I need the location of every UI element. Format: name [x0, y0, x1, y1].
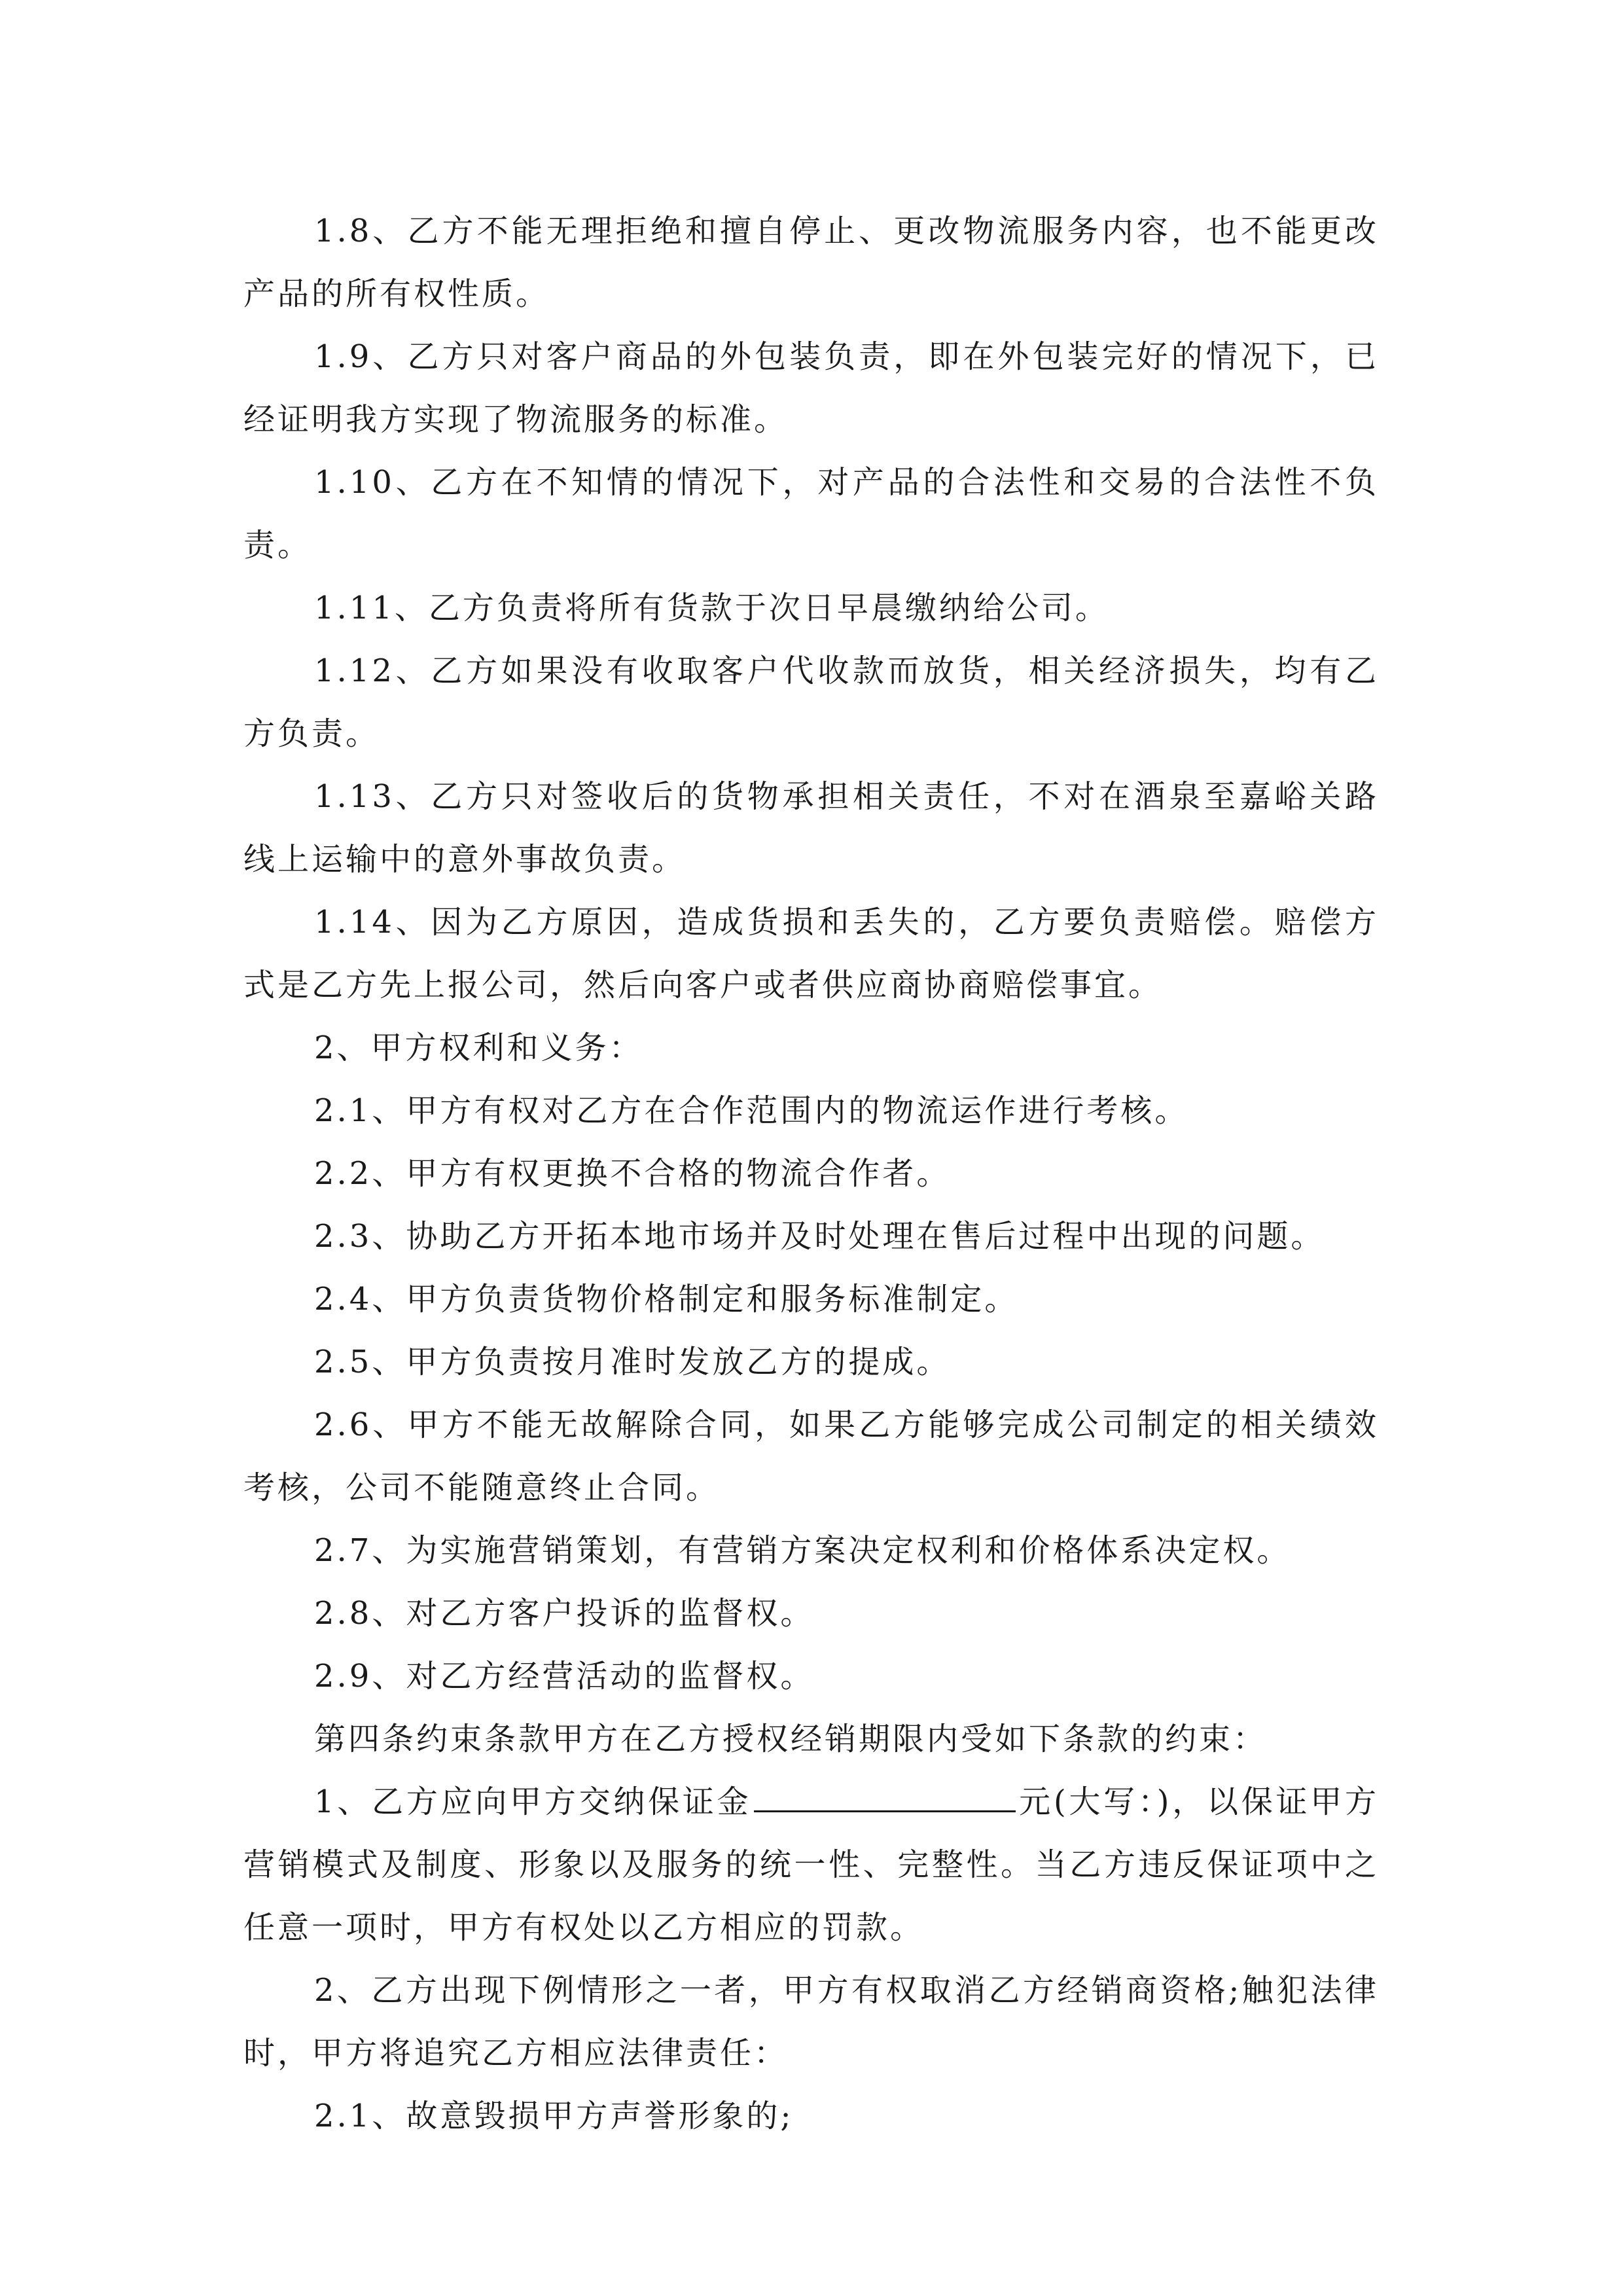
clause-2-9: 2.9、对乙方经营活动的监督权。 [314, 1658, 815, 1695]
document-body [243, 200, 1379, 2147]
clause-4-2: 2、乙方出现下例情形之一者，甲方有权取消乙方经销商资格;触犯法律时，甲方将追究乙方相应法律责任： [243, 1972, 1379, 2072]
clause-2-8: 2.8、对乙方客户投诉的监督权。 [314, 1595, 815, 1632]
clause-1-10: 1.10、乙方在不知情的情况下，对产品的合法性和交易的合法性不负责。 [243, 464, 1379, 564]
clause-2-6: 2.6、甲方不能无故解除合同，如果乙方能够完成公司制定的相关绩效考核，公司不能随意终止合同。 [243, 1407, 1379, 1506]
clause-1-14: 1.14、因为乙方原因，造成货损和丢失的，乙方要负责赔偿。赔偿方式是乙方先上报公司，然后向客户或者供应商协商赔偿事宜。 [243, 904, 1379, 1003]
clause-2-5: 2.5、甲方负责按月准时发放乙方的提成。 [314, 1344, 951, 1380]
deposit-amount-blank [754, 1775, 1016, 1812]
clause-2-1: 2.1、甲方有权对乙方在合作范围内的物流运作进行考核。 [314, 1092, 1189, 1129]
clause-1-12: 1.12、乙方如果没有收取客户代收款而放货，相关经济损失，均有乙方负责。 [243, 653, 1379, 752]
clause-1-11: 1.11、乙方负责将所有货款于次日早晨缴纳给公司。 [314, 590, 1109, 626]
deposit-text-before: 1、乙方应向甲方交纳保证金 [314, 1784, 752, 1820]
section-2-heading: 2、甲方权利和义务： [314, 1030, 643, 1066]
clause-4-1-deposit [243, 1770, 1379, 1959]
clause-2-3: 2.3、协助乙方开拓本地市场并及时处理在售后过程中出现的问题。 [314, 1218, 1325, 1255]
clause-4-2-1: 2.1、故意毁损甲方声誉形象的; [314, 2098, 794, 2134]
clause-2-4: 2.4、甲方负责货物价格制定和服务标准制定。 [314, 1281, 1019, 1318]
deposit-text-after: 元(大写：)，以保证甲方营销模式及制度、形象以及服务的统一性、完整性。当乙方违反保证项中之任意一项时，甲方有权处以乙方相应的罚款。 [243, 1784, 1379, 1946]
clause-1-13: 1.13、乙方只对签收后的货物承担相关责任，不对在酒泉至嘉峪关路线上运输中的意外事故负责。 [243, 778, 1379, 878]
clause-2-7: 2.7、为实施营销策划，有营销方案决定权利和价格体系决定权。 [314, 1532, 1291, 1569]
clause-1-8: 1.8、乙方不能无理拒绝和擅自停止、更改物流服务内容，也不能更改产品的所有权性质。 [243, 213, 1379, 312]
clause-2-2: 2.2、甲方有权更换不合格的物流合作者。 [314, 1155, 951, 1192]
clause-1-9: 1.9、乙方只对客户商品的外包装负责，即在外包装完好的情况下，已经证明我方实现了物流服务的标准。 [243, 338, 1379, 438]
article-4-heading: 第四条约束条款甲方在乙方授权经销期限内受如下条款的约束： [314, 1721, 1268, 1757]
